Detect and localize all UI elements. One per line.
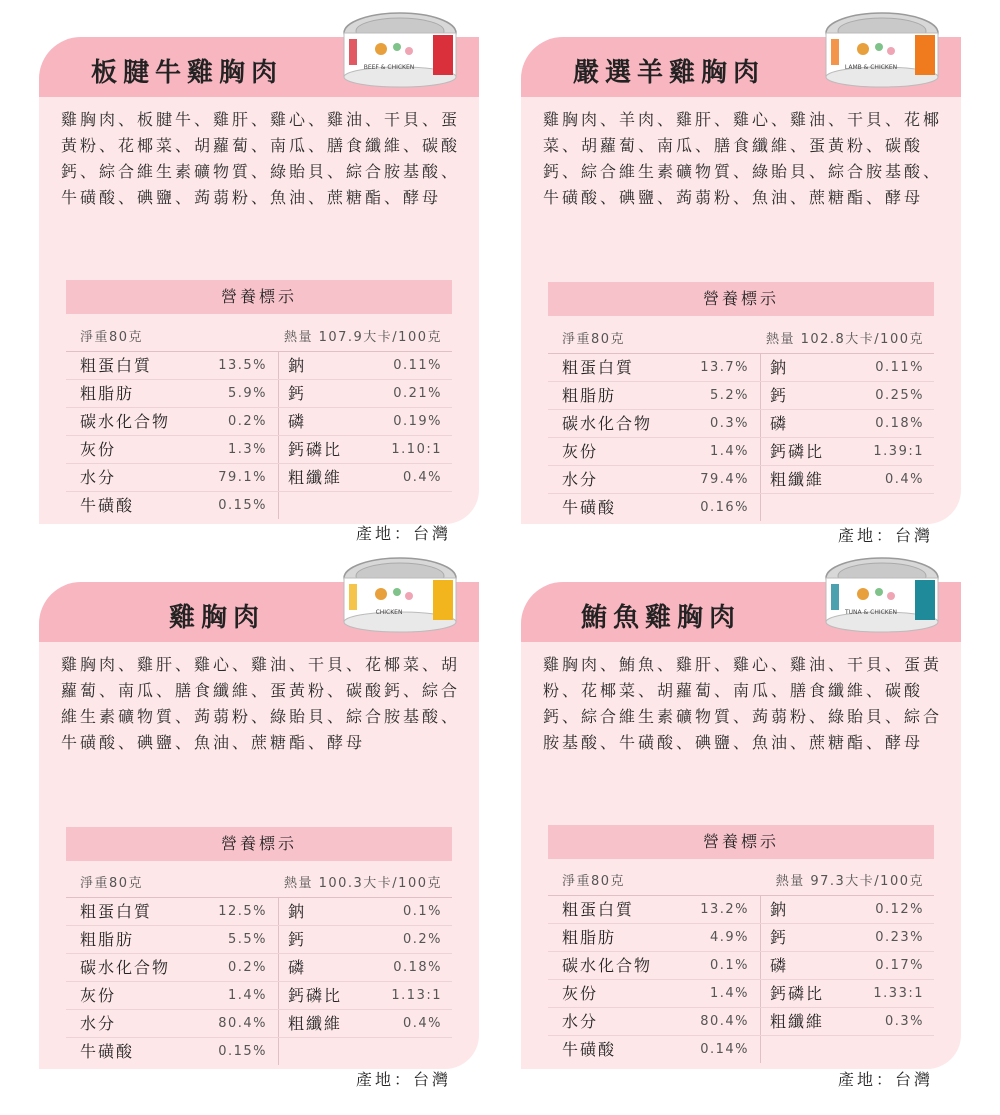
column-divider xyxy=(278,1010,279,1037)
column-divider xyxy=(278,436,279,463)
label-fiber: 粗纖維 xyxy=(288,1014,343,1033)
table-row xyxy=(548,952,934,980)
column-divider xyxy=(278,898,279,925)
column-divider xyxy=(760,896,761,923)
value-ash: 1.4% xyxy=(227,988,267,1003)
net-weight: 淨重80克 xyxy=(80,876,144,891)
value-calcium: 0.23% xyxy=(875,930,924,945)
value-fiber: 0.4% xyxy=(884,472,924,487)
table-row xyxy=(66,954,452,982)
value-fiber: 0.3% xyxy=(884,1014,924,1029)
label-ca-p-ratio: 鈣磷比 xyxy=(770,442,825,461)
value-water: 79.1% xyxy=(218,470,267,485)
label-carbs: 碳水化合物 xyxy=(80,412,171,431)
label-ash: 灰份 xyxy=(562,984,599,1003)
value-ash: 1.4% xyxy=(709,986,749,1001)
label-water: 水分 xyxy=(80,1014,117,1033)
table-header-row xyxy=(66,870,452,898)
net-weight: 淨重80克 xyxy=(562,874,626,889)
table-row xyxy=(548,494,934,521)
column-divider xyxy=(760,438,761,465)
label-phosphorus: 磷 xyxy=(288,958,307,977)
label-protein: 粗蛋白質 xyxy=(80,356,153,375)
value-phosphorus: 0.19% xyxy=(393,414,442,429)
label-fat: 粗脂肪 xyxy=(80,384,135,403)
label-taurine: 牛磺酸 xyxy=(80,496,135,515)
label-calcium: 鈣 xyxy=(770,386,789,405)
value-sodium: 0.1% xyxy=(402,904,442,919)
table-row xyxy=(66,436,452,464)
label-water: 水分 xyxy=(80,468,117,487)
value-water: 80.4% xyxy=(700,1014,749,1029)
table-row xyxy=(66,926,452,954)
nutrition-table xyxy=(548,868,934,1063)
can-image xyxy=(823,556,941,636)
product-card-lamb-chicken xyxy=(521,37,961,544)
column-divider xyxy=(278,954,279,981)
nutrition-title: 營養標示 xyxy=(66,827,452,861)
value-ash: 1.3% xyxy=(227,442,267,457)
can-color-band xyxy=(915,35,935,75)
can-color-band xyxy=(433,35,453,75)
label-phosphorus: 磷 xyxy=(770,956,789,975)
can-label: TUNA & CHICKEN xyxy=(844,609,898,616)
label-sodium: 鈉 xyxy=(770,358,789,377)
origin-text: 產地：台灣 xyxy=(837,526,933,545)
column-divider xyxy=(760,952,761,979)
table-header-row xyxy=(548,326,934,354)
can-image xyxy=(341,11,459,91)
value-water: 80.4% xyxy=(218,1016,267,1031)
column-divider xyxy=(278,352,279,379)
value-phosphorus: 0.17% xyxy=(875,958,924,973)
table-row xyxy=(548,382,934,410)
product-card-tuna-chicken xyxy=(521,582,961,1089)
value-phosphorus: 0.18% xyxy=(875,416,924,431)
table-row xyxy=(548,438,934,466)
value-ca-p-ratio: 1.33:1 xyxy=(873,986,924,1001)
column-divider xyxy=(760,980,761,1007)
value-ash: 1.4% xyxy=(709,444,749,459)
value-fat: 4.9% xyxy=(709,930,749,945)
label-taurine: 牛磺酸 xyxy=(80,1042,135,1061)
label-calcium: 鈣 xyxy=(288,384,307,403)
table-row xyxy=(548,1036,934,1063)
column-divider xyxy=(278,380,279,407)
value-taurine: 0.14% xyxy=(700,1042,749,1057)
table-row xyxy=(66,492,452,519)
label-calcium: 鈣 xyxy=(770,928,789,947)
ingredients-text: 雞胸肉、雞肝、雞心、雞油、干貝、花椰菜、胡蘿蔔、南瓜、膳食纖維、蛋黃粉、碳酸鈣、綜合維生素礦物質、蒟蒻粉、綠貽貝、綜合胺基酸、牛磺酸、碘鹽、魚油、蔗糖酯、酵母 xyxy=(61,655,461,752)
column-divider xyxy=(760,354,761,381)
column-divider xyxy=(278,492,279,519)
value-protein: 13.2% xyxy=(700,902,749,917)
nutrition-table xyxy=(66,870,452,1065)
label-phosphorus: 磷 xyxy=(770,414,789,433)
value-carbs: 0.2% xyxy=(227,414,267,429)
can-image xyxy=(823,11,941,91)
value-calcium: 0.2% xyxy=(402,932,442,947)
column-divider xyxy=(760,1008,761,1035)
value-calcium: 0.21% xyxy=(393,386,442,401)
column-divider xyxy=(278,408,279,435)
table-row xyxy=(548,1008,934,1036)
label-sodium: 鈉 xyxy=(288,356,307,375)
label-fiber: 粗纖維 xyxy=(770,470,825,489)
label-taurine: 牛磺酸 xyxy=(562,1040,617,1059)
nutrition-table xyxy=(66,324,452,519)
label-fat: 粗脂肪 xyxy=(562,386,617,405)
table-row xyxy=(66,408,452,436)
value-fiber: 0.4% xyxy=(402,470,442,485)
column-divider xyxy=(278,926,279,953)
label-carbs: 碳水化合物 xyxy=(562,414,653,433)
value-fat: 5.9% xyxy=(227,386,267,401)
nutrition-table xyxy=(548,326,934,521)
column-divider xyxy=(760,466,761,493)
product-card-chicken xyxy=(39,582,479,1089)
table-row xyxy=(548,354,934,382)
product-title: 嚴選羊雞胸肉 xyxy=(573,58,766,88)
origin-text: 產地：台灣 xyxy=(837,1070,933,1089)
label-protein: 粗蛋白質 xyxy=(562,358,635,377)
net-weight: 淨重80克 xyxy=(562,332,626,347)
can-label: BEEF & CHICKEN xyxy=(363,64,415,71)
label-protein: 粗蛋白質 xyxy=(80,902,153,921)
label-fiber: 粗纖維 xyxy=(288,468,343,487)
value-ca-p-ratio: 1.10:1 xyxy=(391,442,442,457)
label-ca-p-ratio: 鈣磷比 xyxy=(288,986,343,1005)
value-protein: 13.7% xyxy=(700,360,749,375)
value-fat: 5.2% xyxy=(709,388,749,403)
label-carbs: 碳水化合物 xyxy=(80,958,171,977)
label-protein: 粗蛋白質 xyxy=(562,900,635,919)
ingredients-text: 雞胸肉、板腱牛、雞肝、雞心、雞油、干貝、蛋黃粉、花椰菜、胡蘿蔔、南瓜、膳食纖維、碳酸鈣、綜合維生素礦物質、綠貽貝、綜合胺基酸、牛磺酸、碘鹽、蒟蒻粉、魚油、蔗糖酯、酵母 xyxy=(61,110,461,207)
table-row xyxy=(66,982,452,1010)
label-fat: 粗脂肪 xyxy=(80,930,135,949)
table-row xyxy=(66,352,452,380)
table-row xyxy=(548,924,934,952)
value-fiber: 0.4% xyxy=(402,1016,442,1031)
label-ca-p-ratio: 鈣磷比 xyxy=(288,440,343,459)
value-sodium: 0.12% xyxy=(875,902,924,917)
ingredients-text: 雞胸肉、鮪魚、雞肝、雞心、雞油、干貝、蛋黃粉、花椰菜、胡蘿蔔、南瓜、膳食纖維、碳酸鈣、綜合維生素礦物質、蒟蒻粉、綠貽貝、綜合胺基酸、牛磺酸、碘鹽、魚油、蔗糖酯、酵母 xyxy=(543,655,943,752)
value-taurine: 0.15% xyxy=(218,1044,267,1059)
column-divider xyxy=(278,464,279,491)
value-phosphorus: 0.18% xyxy=(393,960,442,975)
value-carbs: 0.1% xyxy=(709,958,749,973)
value-protein: 13.5% xyxy=(218,358,267,373)
value-calcium: 0.25% xyxy=(875,388,924,403)
column-divider xyxy=(760,924,761,951)
value-taurine: 0.15% xyxy=(218,498,267,513)
label-water: 水分 xyxy=(562,470,599,489)
calories: 熱量 100.3大卡/100克 xyxy=(283,876,442,891)
product-title: 板腱牛雞胸肉 xyxy=(91,58,284,88)
label-fiber: 粗纖維 xyxy=(770,1012,825,1031)
label-ca-p-ratio: 鈣磷比 xyxy=(770,984,825,1003)
table-row xyxy=(548,980,934,1008)
table-row xyxy=(66,1010,452,1038)
table-header-row xyxy=(66,324,452,352)
table-row xyxy=(66,464,452,492)
can-image xyxy=(341,556,459,636)
table-row xyxy=(66,898,452,926)
value-sodium: 0.11% xyxy=(393,358,442,373)
label-water: 水分 xyxy=(562,1012,599,1031)
product-title: 雞胸肉 xyxy=(169,603,266,633)
table-header-row xyxy=(548,868,934,896)
label-ash: 灰份 xyxy=(80,440,117,459)
net-weight: 淨重80克 xyxy=(80,330,144,345)
label-ash: 灰份 xyxy=(80,986,117,1005)
table-row xyxy=(66,1038,452,1065)
table-row xyxy=(66,380,452,408)
label-sodium: 鈉 xyxy=(770,900,789,919)
column-divider xyxy=(760,1036,761,1063)
table-row xyxy=(548,466,934,494)
value-ca-p-ratio: 1.39:1 xyxy=(873,444,924,459)
value-taurine: 0.16% xyxy=(700,500,749,515)
column-divider xyxy=(760,494,761,521)
nutrition-title: 營養標示 xyxy=(548,825,934,859)
label-taurine: 牛磺酸 xyxy=(562,498,617,517)
value-carbs: 0.3% xyxy=(709,416,749,431)
value-sodium: 0.11% xyxy=(875,360,924,375)
can-color-band xyxy=(915,580,935,620)
table-row xyxy=(548,410,934,438)
table-row xyxy=(548,896,934,924)
can-label: LAMB & CHICKEN xyxy=(844,64,898,71)
product-title: 鮪魚雞胸肉 xyxy=(581,603,742,633)
label-sodium: 鈉 xyxy=(288,902,307,921)
can-label: CHICKEN xyxy=(375,609,403,616)
product-card-beef-chicken xyxy=(39,37,479,544)
origin-text: 產地：台灣 xyxy=(355,1070,451,1089)
calories: 熱量 107.9大卡/100克 xyxy=(283,330,442,345)
label-fat: 粗脂肪 xyxy=(562,928,617,947)
value-ca-p-ratio: 1.13:1 xyxy=(391,988,442,1003)
label-phosphorus: 磷 xyxy=(288,412,307,431)
value-carbs: 0.2% xyxy=(227,960,267,975)
column-divider xyxy=(760,382,761,409)
column-divider xyxy=(278,982,279,1009)
calories: 熱量 102.8大卡/100克 xyxy=(765,332,924,347)
nutrition-title: 營養標示 xyxy=(548,282,934,316)
column-divider xyxy=(278,1038,279,1065)
label-calcium: 鈣 xyxy=(288,930,307,949)
label-ash: 灰份 xyxy=(562,442,599,461)
can-color-band xyxy=(433,580,453,620)
nutrition-title: 營養標示 xyxy=(66,280,452,314)
origin-text: 產地：台灣 xyxy=(355,524,451,543)
ingredients-text: 雞胸肉、羊肉、雞肝、雞心、雞油、干貝、花椰菜、胡蘿蔔、南瓜、膳食纖維、蛋黃粉、碳酸鈣、綜合維生素礦物質、綠貽貝、綜合胺基酸、牛磺酸、碘鹽、蒟蒻粉、魚油、蔗糖酯、酵母 xyxy=(543,110,943,207)
calories: 熱量 97.3大卡/100克 xyxy=(775,874,924,889)
value-protein: 12.5% xyxy=(218,904,267,919)
value-water: 79.4% xyxy=(700,472,749,487)
label-carbs: 碳水化合物 xyxy=(562,956,653,975)
column-divider xyxy=(760,410,761,437)
value-fat: 5.5% xyxy=(227,932,267,947)
